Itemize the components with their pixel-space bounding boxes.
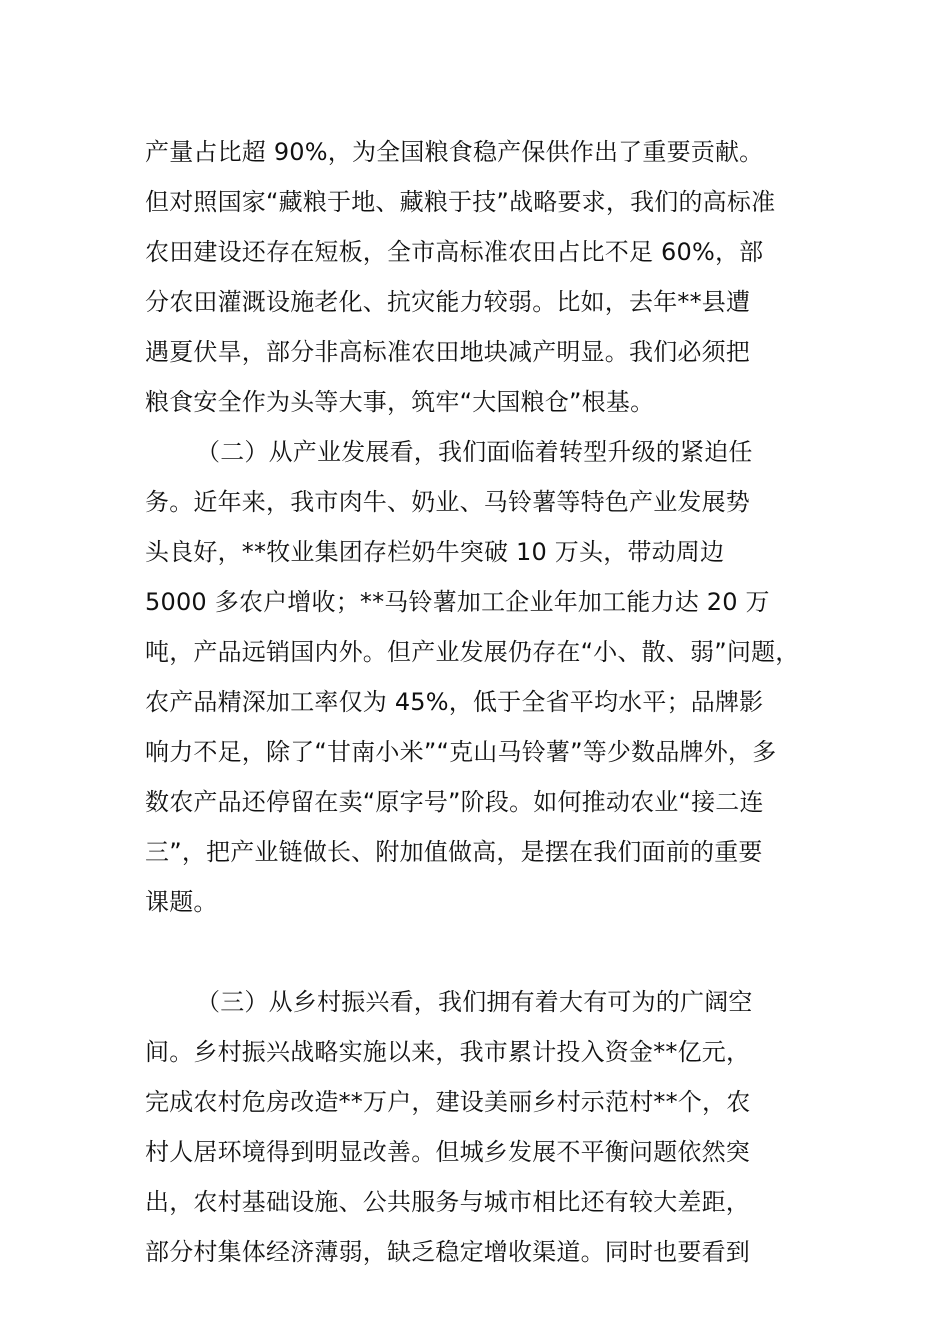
text-line: 数农产品还停留在卖“原字号”阶段。如何推动农业“接二连 — [145, 788, 764, 816]
text-line: 务。近年来，我市肉牛、奶业、马铃薯等特色产业发展势 — [145, 488, 750, 516]
text-line: 部分村集体经济薄弱，缺乏稳定增收渠道。同时也要看到 — [145, 1238, 750, 1266]
text-line: （二）从产业发展看，我们面临着转型升级的紧迫任 — [196, 438, 753, 466]
text-line: 但对照国家“藏粮于地、藏粮于技”战略要求，我们的高标准 — [145, 188, 776, 216]
text-line: 间。乡村振兴战略实施以来，我市累计投入资金**亿元， — [145, 1038, 751, 1066]
document-body — [145, 127, 807, 1277]
text-line: 头良好，**牧业集团存栏奶牛突破 10 万头，带动周边 — [145, 538, 725, 566]
text-line: 村人居环境得到明显改善。但城乡发展不平衡问题依然突 — [145, 1138, 750, 1166]
paragraph-spacer — [145, 927, 807, 977]
text-line: 农产品精深加工率仅为 45%，低于全省平均水平；品牌影 — [145, 688, 764, 716]
text-line: 遇夏伏旱，部分非高标准农田地块减产明显。我们必须把 — [145, 338, 750, 366]
text-line: 完成农村危房改造**万户，建设美丽乡村示范村**个，农 — [145, 1088, 751, 1116]
text-line: 出，农村基础设施、公共服务与城市相比还有较大差距， — [145, 1188, 750, 1216]
text-line: 吨，产品远销国内外。但产业发展仍存在“小、散、弱”问题， — [145, 638, 800, 666]
paragraph-industry-development — [145, 427, 807, 927]
text-line: 产量占比超 90%，为全国粮食稳产保供作出了重要贡献。 — [145, 138, 764, 166]
text-line: 三”，把产业链做长、附加值做高，是摆在我们面前的重要 — [145, 838, 763, 866]
paragraph-grain-security — [145, 127, 807, 427]
text-line: （三）从乡村振兴看，我们拥有着大有可为的广阔空 — [196, 988, 753, 1016]
text-line: 分农田灌溉设施老化、抗灾能力较弱。比如，去年**县遭 — [145, 288, 751, 316]
text-line: 课题。 — [145, 888, 218, 916]
text-line: 农田建设还存在短板，全市高标准农田占比不足 60%，部 — [145, 238, 764, 266]
paragraph-rural-revitalization — [145, 977, 807, 1277]
text-line: 5000 多农户增收；**马铃薯加工企业年加工能力达 20 万 — [145, 588, 770, 616]
text-line: 粮食安全作为头等大事，筑牢“大国粮仓”根基。 — [145, 388, 655, 416]
text-line: 响力不足，除了“甘南小米”“克山马铃薯”等少数品牌外，多 — [145, 738, 777, 766]
